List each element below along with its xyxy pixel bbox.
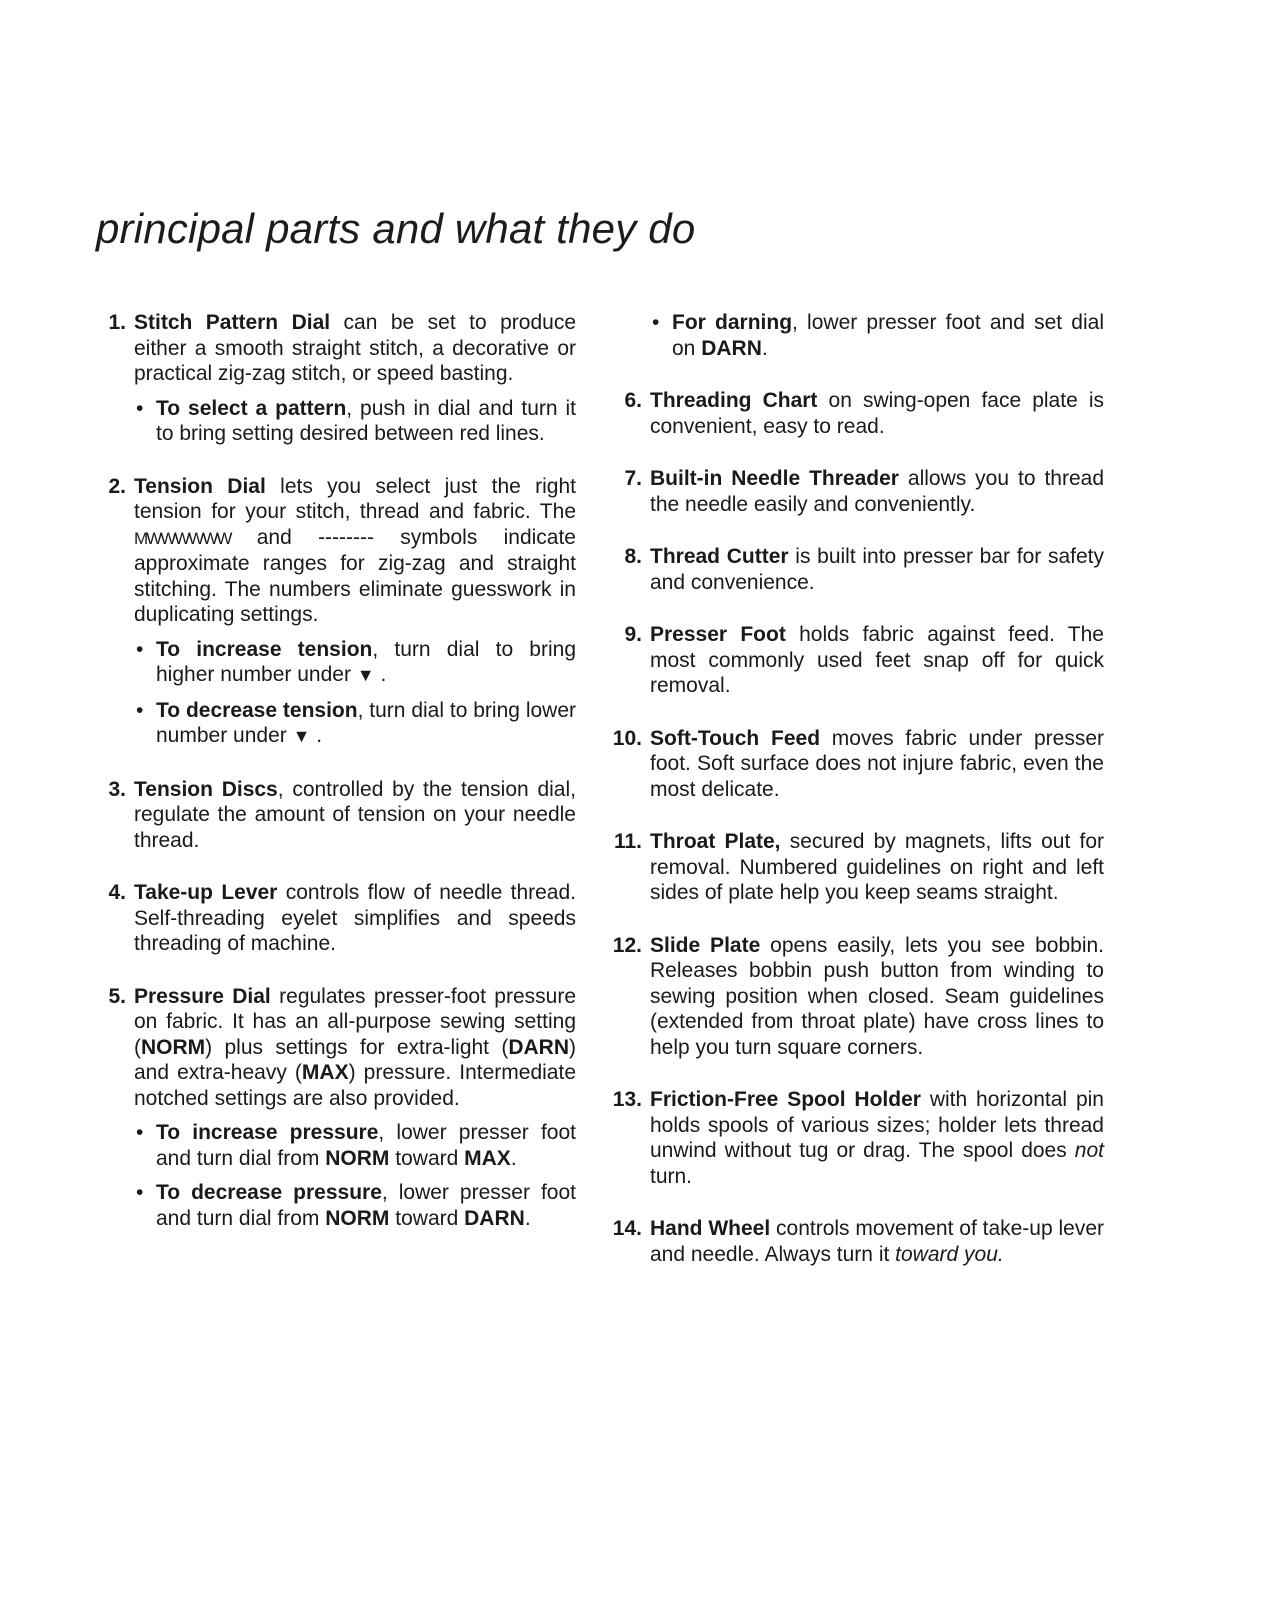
setting-norm: NORM (325, 1146, 390, 1170)
bullet-text: , lower presser foot and turn dial from (156, 1121, 576, 1170)
item-description: allows you to thread the needle easily and conveniently. (650, 467, 1104, 516)
list-item-8 (612, 544, 1104, 595)
item-description: ) and extra-heavy ( (134, 1035, 576, 1084)
item-description: opens easily, lets you see bobbin. Releases bobbin push button from winding to sewing position when closed. Seam guidelines (extended from throat plate) have cross lines to help you turn square corners. (650, 933, 1105, 1059)
item-text (650, 1087, 1104, 1189)
item-number: 2. (108, 474, 126, 498)
bullet-dot-icon: • (136, 396, 144, 420)
item-number: 6. (624, 389, 642, 412)
bullet-item (134, 637, 576, 689)
item-description: ) pressure. Intermediate notched settings are also provided. (134, 1061, 576, 1110)
bullet-end: . (374, 663, 387, 686)
item-text (650, 1216, 1104, 1267)
bullet-lead: To decrease tension (156, 698, 358, 722)
list-item-6 (612, 388, 1104, 439)
item-term: Take-up Lever (134, 881, 278, 904)
bullet-text: , lower presser foot and set dial on (672, 311, 1104, 360)
bullet-text: , turn dial to bring lower number under (156, 698, 576, 747)
item-number: 5. (108, 984, 126, 1008)
item-text (650, 829, 1104, 906)
item-number: 4. (108, 881, 126, 904)
list-item-2 (96, 474, 576, 750)
item-text (650, 933, 1104, 1061)
item-term: Threading Chart (650, 389, 818, 412)
bullet-dot-icon: • (136, 1121, 144, 1144)
list-item-11 (612, 829, 1104, 906)
item-description: with horizontal pin holds spools of various sizes; holder lets thread unwind without tug or drag. The spool does (650, 1088, 1104, 1162)
bullet-end: . (310, 724, 323, 747)
bullet-dot-icon: • (136, 637, 144, 661)
item-term: Throat Plate, (650, 830, 781, 853)
item-term: Built-in Needle Threader (650, 467, 899, 490)
item-text (650, 544, 1104, 595)
item-description: can be set to produce either a smooth straight stitch, a decorative or practical zig-zag stitch, or speed basting. (134, 311, 576, 385)
setting-max: MAX (464, 1146, 511, 1170)
item-description: holds fabric against feed. The most commonly used feet snap off for quick removal. (650, 623, 1104, 697)
bullet-text: , turn dial to bring higher number under (156, 637, 576, 686)
item-text (650, 388, 1104, 439)
setting-darn: DARN (701, 336, 762, 360)
item-text (650, 726, 1104, 803)
item-description: controls movement of take-up lever and needle. Always turn it (650, 1217, 1105, 1266)
item-description: secured by magnets, lifts out for removal. Numbered guidelines on right and left sides of plate help you keep seams straight. (650, 830, 1104, 904)
item-number: 12. (612, 933, 642, 957)
bullet-lead: To increase pressure (156, 1121, 379, 1144)
item-text (650, 622, 1104, 699)
bullet-text: , push in dial and turn it to bring setting desired between red lines. (156, 396, 577, 445)
item-term: Friction-Free Spool Holder (650, 1088, 921, 1111)
item-description: , controlled by the tension dial, regulate the amount of tension on your needle thread. (134, 777, 576, 852)
bullet-item (134, 1180, 576, 1231)
bullet-dot-icon: • (652, 311, 660, 334)
list-item-7 (612, 466, 1104, 517)
bullet-text: toward (389, 1146, 465, 1170)
bullet-item (650, 310, 1104, 361)
setting-norm: NORM (325, 1206, 390, 1230)
list-item-12 (612, 933, 1104, 1061)
item-number: 13. (612, 1088, 642, 1111)
bullet-lead: To decrease pressure (156, 1181, 382, 1204)
item-text (134, 474, 576, 628)
item-term: Soft-Touch Feed (650, 726, 821, 750)
bullet-lead: For darning (672, 311, 793, 334)
list-item-10 (612, 726, 1104, 803)
item-term: Pressure Dial (134, 984, 271, 1008)
item-number: 3. (108, 777, 126, 801)
list-item-9 (612, 622, 1104, 699)
item-description: lets you select just the right tension for your stitch, thread and fabric. The (134, 474, 576, 523)
item-term: Thread Cutter (650, 545, 789, 568)
item-term: Presser Foot (650, 623, 786, 646)
item-term: Tension Discs (134, 777, 278, 801)
item-number: 10. (612, 726, 642, 750)
triangle-down-icon: ▼ (356, 665, 375, 685)
list-item-13 (612, 1087, 1104, 1189)
item-number: 7. (624, 467, 642, 490)
list-item-5 (96, 984, 576, 1232)
item-text (134, 880, 576, 957)
bullet-dot-icon: • (136, 698, 144, 722)
bullet-text: toward (389, 1206, 465, 1230)
bullet-text: , lower presser foot and turn dial from (156, 1181, 576, 1230)
item-description: on swing-open face plate is convenient, easy to read. (650, 389, 1105, 438)
item-description: regulates presser-foot pressure on fabric. It has an all-purpose sewing setting ( (134, 984, 577, 1059)
item-text (650, 466, 1104, 517)
item-text (134, 310, 576, 387)
list-item-1 (96, 310, 576, 447)
item-description: symbols indicate approximate ranges for zig-zag and straight stitching. The numbers eliminate guesswork in duplicating settings. (134, 525, 576, 626)
setting-max: MAX (301, 1061, 349, 1084)
bullet-end: . (761, 336, 768, 360)
item-number: 9. (624, 623, 642, 646)
list-item-5-continued (612, 310, 1104, 361)
item-description: is built into presser bar for safety and convenience. (650, 545, 1104, 594)
page-title: principal parts and what they do (96, 205, 696, 252)
item-number: 14. (612, 1217, 642, 1240)
bullet-item (134, 1120, 576, 1171)
bullet-item (134, 396, 576, 447)
item-term: Slide Plate (650, 933, 761, 957)
setting-darn: DARN (464, 1206, 525, 1230)
item-number: 8. (624, 545, 642, 568)
item-description: moves fabric under presser foot. Soft surface does not injure fabric, even the most delicate. (650, 726, 1105, 801)
setting-darn: DARN (508, 1035, 569, 1059)
triangle-down-icon: ▼ (292, 726, 311, 746)
setting-norm: NORM (141, 1035, 206, 1059)
item-term: Stitch Pattern Dial (134, 311, 331, 334)
right-column (612, 310, 1104, 1267)
item-number: 11. (613, 830, 642, 853)
item-description: ) plus settings for extra-light ( (205, 1035, 509, 1059)
item-number: 1. (108, 311, 126, 334)
list-item-14 (612, 1216, 1104, 1267)
item-term: Hand Wheel (650, 1217, 771, 1240)
bullet-end: . (524, 1206, 531, 1230)
item-description: and (230, 525, 319, 549)
bullet-item (134, 698, 576, 750)
bullet-lead: To increase tension (156, 637, 373, 661)
emphasis-text: toward you. (895, 1242, 1004, 1266)
zigzag-symbol: MWWWWWW (134, 528, 231, 548)
list-item-4 (96, 880, 576, 957)
item-description: controls flow of needle thread. Self-threading eyelet simplifies and speeds threading of machine. (134, 881, 576, 955)
item-description: turn. (650, 1164, 693, 1188)
straight-stitch-symbol: -------- (318, 525, 375, 549)
bullet-end: . (510, 1146, 517, 1170)
item-term: Tension Dial (134, 474, 266, 498)
item-text (134, 777, 576, 854)
list-item-3 (96, 777, 576, 854)
emphasis-text: not (1074, 1139, 1104, 1162)
bullet-lead: To select a pattern (156, 396, 347, 420)
left-column (96, 310, 576, 1231)
bullet-dot-icon: • (136, 1181, 144, 1204)
item-text (134, 984, 576, 1112)
